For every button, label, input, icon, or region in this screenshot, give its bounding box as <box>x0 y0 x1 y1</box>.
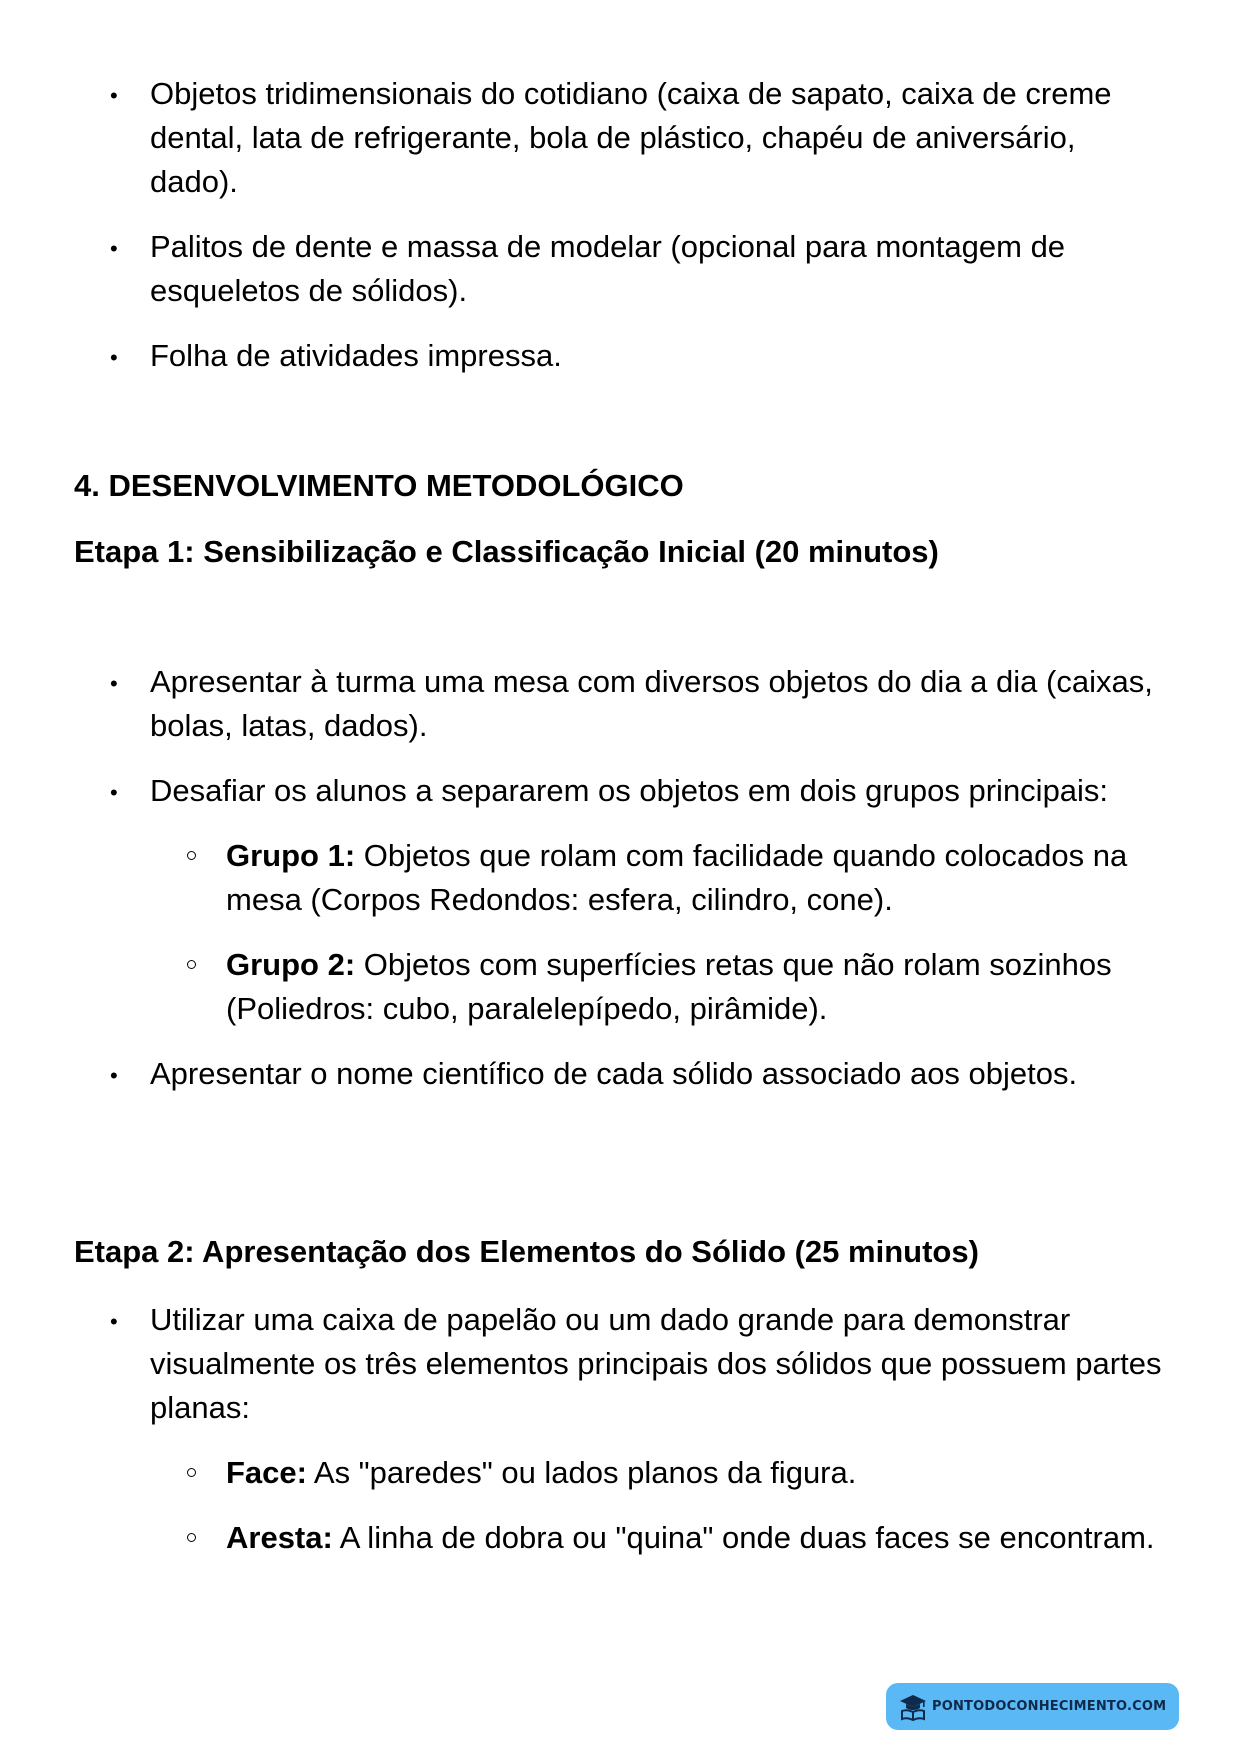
etapa2-title: Etapa 2: Apresentação dos Elementos do Sólido (25 minutos) <box>74 1234 979 1269</box>
bullet-icon: • <box>110 1309 118 1334</box>
sub-list-item <box>74 943 1174 1031</box>
graduation-book-icon <box>898 1692 928 1722</box>
circle-bullet-icon <box>187 1533 196 1542</box>
list-item-text: Objetos tridimensionais do cotidiano (caixa de sapato, caixa de creme dental, lata de refrigerante, bola de plástico, chapéu de aniversário, dado). <box>150 76 1112 199</box>
list-item-text: Desafiar os alunos a separarem os objetos em dois grupos principais: <box>150 773 1109 808</box>
site-name: PONTODOCONHECIMENTO.COM <box>932 1699 1167 1714</box>
footer-badge[interactable] <box>886 1683 1179 1730</box>
list-item-text: Palitos de dente e massa de modelar (opcional para montagem de esqueletos de sólidos). <box>150 229 1066 308</box>
list-item-text: Folha de atividades impressa. <box>150 338 562 373</box>
sub-list-item <box>74 1451 1174 1495</box>
list-item-text: Apresentar à turma uma mesa com diversos objetos do dia a dia (caixas, bolas, latas, dados). <box>150 664 1153 743</box>
list-item-text: Utilizar uma caixa de papelão ou um dado grande para demonstrar visualmente os três elementos principais dos sólidos que possuem partes planas: <box>150 1302 1162 1425</box>
sub-item-label: Aresta: <box>226 1520 333 1555</box>
bullet-icon: • <box>110 780 118 805</box>
sub-list-item <box>74 834 1174 922</box>
sub-item-label: Face: <box>226 1455 307 1490</box>
list-item <box>74 1052 1174 1096</box>
list-item <box>74 1298 1174 1430</box>
materials-list <box>74 72 1164 399</box>
bullet-icon: • <box>110 83 118 108</box>
sub-item-text: Objetos com superfícies retas que não rolam sozinhos (Poliedros: cubo, paralelepípedo, pirâmide). <box>226 947 1112 1026</box>
section-title: 4. DESENVOLVIMENTO METODOLÓGICO <box>74 468 684 503</box>
list-item <box>74 769 1174 813</box>
list-item <box>74 334 1164 378</box>
sub-item-text: As "paredes" ou lados planos da figura. <box>306 1455 857 1490</box>
bullet-icon: • <box>110 345 118 370</box>
bullet-icon: • <box>110 236 118 261</box>
sub-item-text: Objetos que rolam com facilidade quando colocados na mesa (Corpos Redondos: esfera, cilindro, cone). <box>226 838 1128 917</box>
etapa1-list <box>74 660 1174 1117</box>
etapa2-list <box>74 1298 1174 1581</box>
sub-item-label: Grupo 1: <box>226 838 356 873</box>
circle-bullet-icon <box>187 960 196 969</box>
list-item-text: Apresentar o nome científico de cada sólido associado aos objetos. <box>150 1056 1078 1091</box>
sub-item-label: Grupo 2: <box>226 947 356 982</box>
list-item <box>74 225 1164 313</box>
bullet-icon: • <box>110 671 118 696</box>
list-item <box>74 660 1174 748</box>
sub-item-text: A linha de dobra ou "quina" onde duas faces se encontram. <box>332 1520 1155 1555</box>
sub-list-item <box>74 1516 1174 1560</box>
circle-bullet-icon <box>187 851 196 860</box>
etapa1-title: Etapa 1: Sensibilização e Classificação Inicial (20 minutos) <box>74 534 939 569</box>
list-item <box>74 72 1164 204</box>
bullet-icon: • <box>110 1063 118 1088</box>
circle-bullet-icon <box>187 1468 196 1477</box>
